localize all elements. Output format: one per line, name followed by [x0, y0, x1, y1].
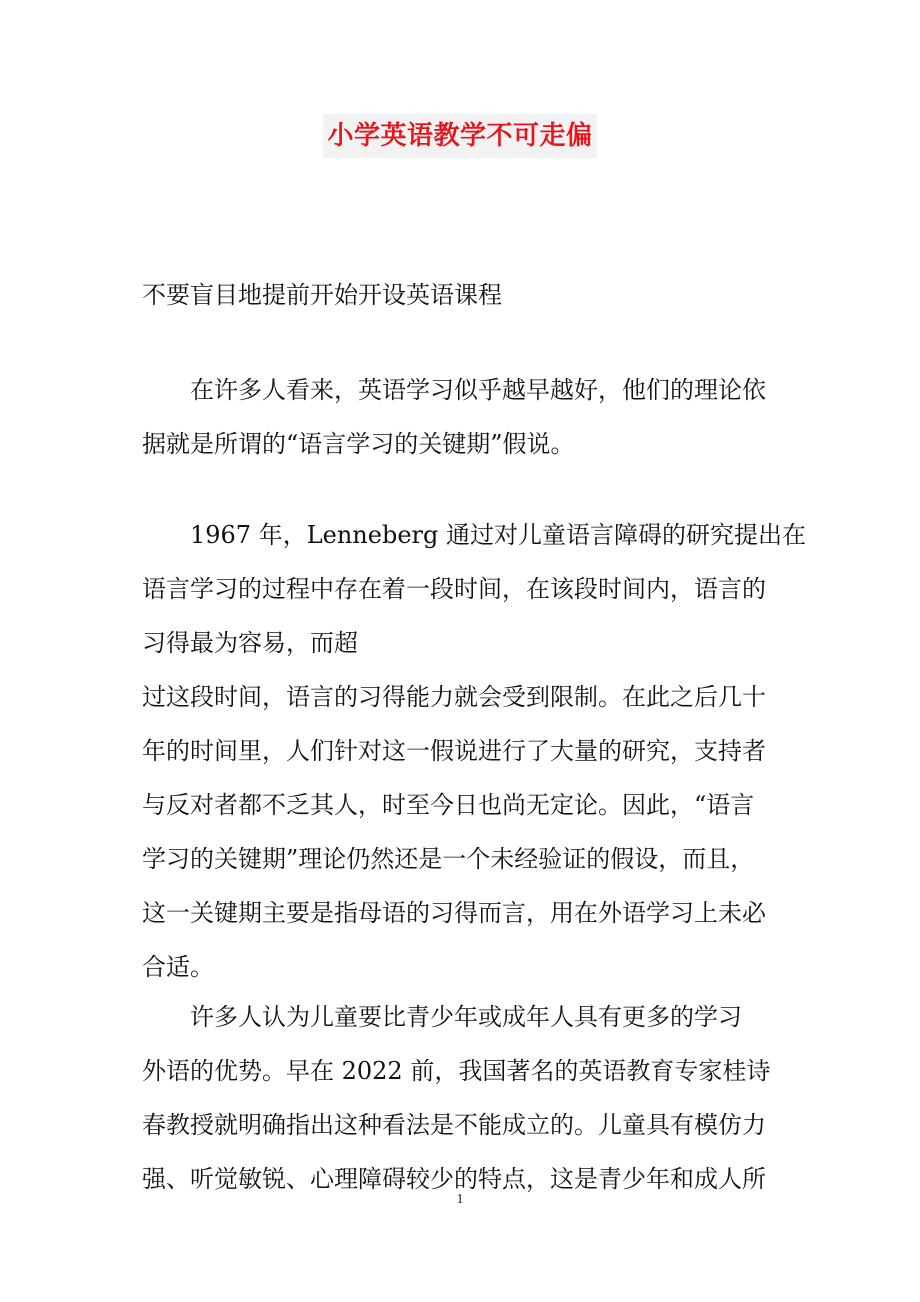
paragraph-line: 年的时间里，人们针对这一假说进行了大量的研究，支持者 — [142, 737, 766, 765]
document-title: 小学英语教学不可走偏 — [323, 114, 596, 158]
paragraph-line: 强、听觉敏锐、心理障碍较少的特点，这是青少年和成人所 — [142, 1165, 766, 1193]
subheading — [142, 268, 784, 322]
paragraph-line: 据就是所谓的“语言学习的关键期”假说。 — [142, 430, 575, 458]
paragraph-line: 过这段时间，语言的习得能力就会受到限制。在此之后几十 — [142, 683, 766, 711]
subheading-text: 不要盲目地提前开始开设英语课程 — [142, 281, 502, 309]
paragraph-3 — [142, 990, 784, 1206]
paragraph-line: 许多人认为儿童要比青少年或成年人具有更多的学习 — [190, 1003, 742, 1031]
paragraph-line: 在许多人看来，英语学习似乎越早越好，他们的理论依 — [190, 376, 766, 404]
paragraph-line: 与反对者都不乏其人，时至今日也尚无定论。因此，“语言 — [142, 791, 755, 819]
paragraph-line: 这一关键期主要是指母语的习得而言，用在外语学习上未必 — [142, 899, 766, 927]
title-wrapper — [0, 114, 920, 158]
paragraph-1 — [142, 363, 784, 471]
paragraph-line: 1967 年，Lenneberg 通过对儿童语言障碍的研究提出在 — [190, 521, 806, 549]
paragraph-line: 合适。 — [142, 953, 214, 981]
paragraph-2 — [142, 508, 806, 994]
paragraph-line: 春教授就明确指出这种看法是不能成立的。儿童具有模仿力 — [142, 1111, 766, 1139]
paragraph-line: 学习的关键期”理论仍然还是一个未经验证的假设，而且， — [142, 845, 755, 873]
paragraph-line: 外语的优势。早在 2022 前，我国著名的英语教育专家桂诗 — [142, 1057, 771, 1085]
page-number: 1 — [456, 1192, 464, 1207]
paragraph-line: 语言学习的过程中存在着一段时间，在该段时间内，语言的 — [142, 575, 766, 603]
paragraph-line: 习得最为容易，而超 — [142, 629, 358, 657]
